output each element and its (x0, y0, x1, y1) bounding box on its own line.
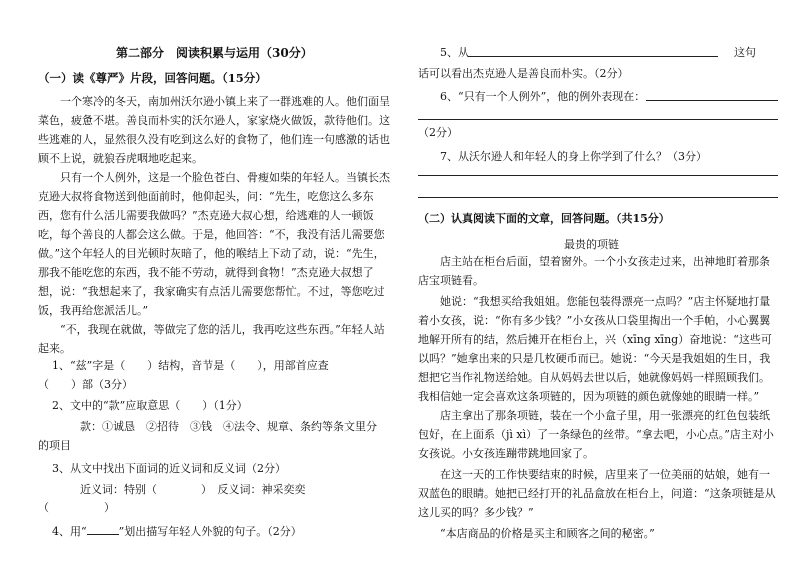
passage-paragraph-4: “不，我现在就做，等做完了您的活儿，我再吃这些东西。”年轻人站起来。 (38, 323, 385, 355)
question-1-line-2: （ ）部（3分） (38, 378, 133, 391)
question-6-score: （2分） (418, 126, 458, 139)
question-6-answer-line-2[interactable] (418, 119, 778, 120)
passage-paragraph-3: 这个年轻人的目光顿时灰暗了，他的喉结上下动了动，说：“先生，那我不能吃您的东西，我不能不劳动，就得到食物！”杰克逊大叔想了想，说：“我想起来了，我家确实有点活儿需要您帮忙。不过，等您吃过饭，我再给您派活儿。” (38, 247, 385, 317)
question-2-options: 款：①诚恳 ②招待 ③钱 ④法令、规章、条约等条文里分 (80, 420, 377, 433)
right-column (418, 0, 778, 580)
passage-paragraph-2: 只有一个人例外，这是一个脸色苍白、骨瘦如柴的年轻人。当镇长杰克逊大叔将食物送到他面前时，他仰起头，问：“先生，吃您这么多东西，您有什么活儿需要我做吗？”杰克逊大叔心想，给逃难的人一顿饭吃，每个善良的人都会这么做。于是，他回答：“不，我没有活儿需要您做。” (38, 171, 390, 260)
section2-title: （二）认真阅读下面的文章，回答问题。（共15分） (418, 212, 670, 225)
part-title: 第二部分 阅读积累与运用（30分） (116, 46, 313, 60)
story-paragraph-1: 店主站在柜台后面，望着窗外。一个小女孩走过来，出神地盯着那条店宝项链看。 (418, 255, 770, 287)
question-6: 6、“只有一个人例外”，他的例外表现在： (440, 90, 646, 103)
question-1-line-1: 1、“兹”字是（ ）结构，音节是（ ），用部首应查 (52, 359, 329, 372)
question-4-prefix: 4、用“ (52, 525, 87, 538)
story-paragraph-4: 在这一天的工作快要结束的时候，店里来了一位美丽的姑娘，她有一双蓝色的眼睛。她把已经打开的礼品盒放在柜台上，问道：“这条项链是从这儿买的吗？多少钱？” (418, 468, 776, 519)
question-7: 7、从沃尔逊人和年轻人的身上你学到了什么？（3分） (440, 150, 707, 163)
question-4-suffix: ”划出描写年轻人外貌的句子。（2分） (118, 525, 302, 538)
question-7-answer-line-2[interactable] (418, 197, 778, 198)
question-5-line-2: 话可以看出杰克逊人是善良而朴实。（2分） (418, 67, 629, 80)
question-5-prefix: 5、从 (440, 46, 469, 59)
story-paragraph-5: “本店商品的价格是买主和顾客之间的秘密。” (440, 527, 655, 540)
question-6-answer-line-1[interactable] (646, 100, 778, 101)
question-5-answer-line[interactable] (468, 56, 718, 57)
question-2: 2、文中的“款”应取意思（ ）（1分） (52, 399, 248, 412)
question-5-suffix: 这句 (734, 46, 756, 59)
question-3-answer-paren: （ ） (38, 501, 115, 514)
story-paragraph-3: 店主拿出了那条项链，装在一个小盒子里，用一张漂亮的红色包装纸包好，在上面系（jì xì）了一条绿色的丝带。“拿去吧，小心点。”店主对小女孩说。小女孩连蹦带跳地回家了。 (418, 409, 774, 460)
question-4 (52, 523, 302, 539)
question-3: 3、从文中找出下面词的近义词和反义词（2分） (52, 462, 286, 475)
story-paragraph-2: 她说：“我想买给我姐姐。您能包装得漂亮一点吗？”店主怀疑地打量着小女孩，说：“你有多少钱？”小女孩从口袋里掏出一个手帕，小心翼翼地解开所有的结，然后摊开在柜台上，兴（xīng xīng）奋地说：“这些可以吗？”她拿出来的只是几枚硬币而已。她说：“今天是我姐姐的生日，我想把它当作礼物送给她。自从妈妈去世以后，她就像妈妈一样照顾我们。我相信她一定会喜欢这条项链的，因为项链的颜色就像她的眼睛一样。” (418, 295, 772, 403)
left-column (38, 0, 390, 580)
question-2-options-cont: 的项目 (38, 439, 71, 452)
wavy-underline-sample (87, 525, 119, 535)
question-7-answer-line-1[interactable] (418, 175, 778, 176)
passage-paragraph-1: 一个寒冷的冬天，南加州沃尔逊小镇上来了一群逃难的人。他们面呈菜色，疲惫不堪。善良而朴实的沃尔逊人，家家烧火做饭，款待他们。这些逃难的人，显然很久没有吃到这么好的食物了，他们连一句感激的话也顾不上说，就狼吞虎咽地吃起来。 (38, 95, 390, 165)
story-title: 最贵的项链 (564, 238, 619, 251)
question-3-synonym-antonym: 近义词：特别（ ） 反义词：神采奕奕 (80, 483, 306, 496)
section1-title: （一）读《尊严》片段，回答问题。（15分） (38, 71, 267, 85)
